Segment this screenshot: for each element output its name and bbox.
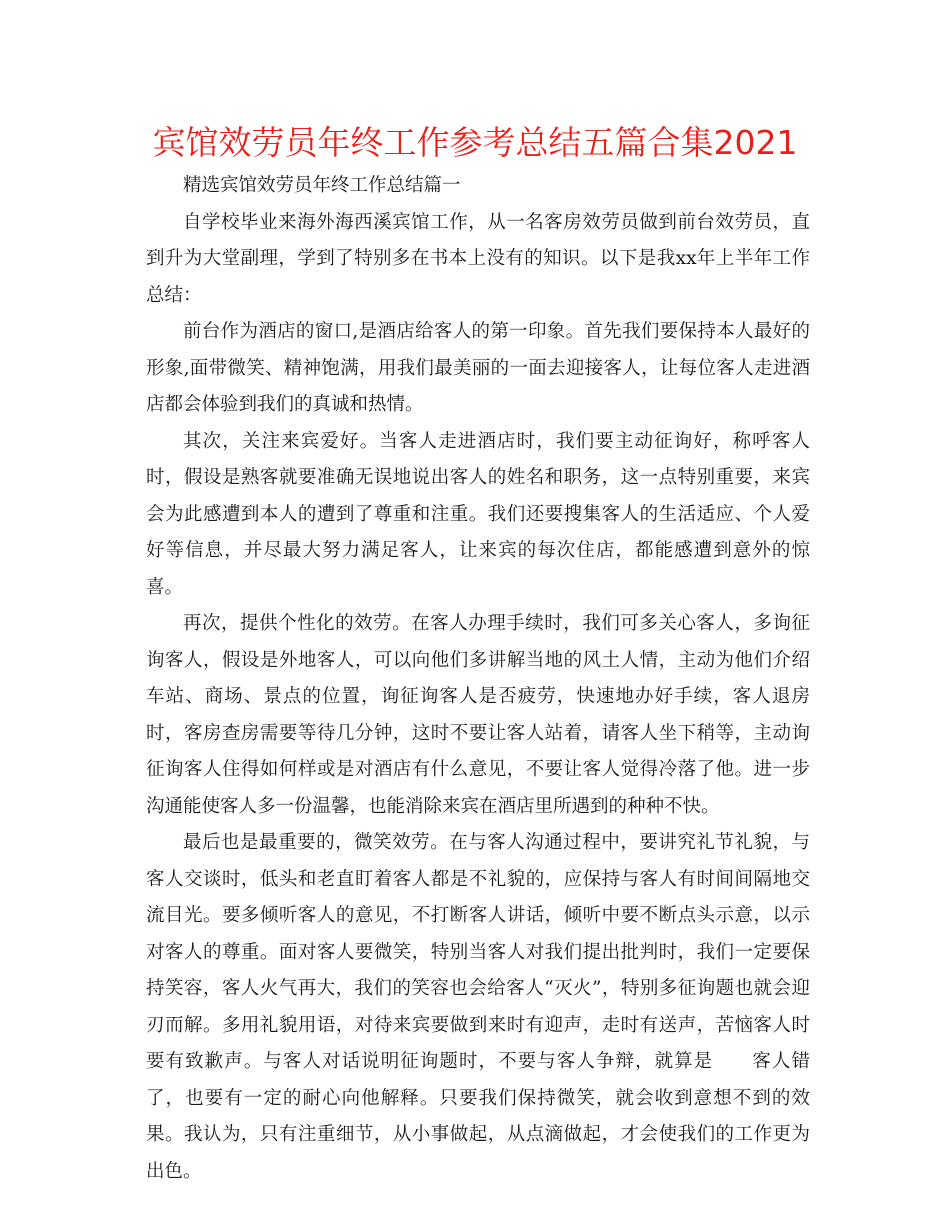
paragraph-second: 其次，关注来宾爱好。当客人走进酒店时，我们要主动征询好，称呼客人时，假设是熟客就要准确无误地说出客人的姓名和职务，这一点特别重要，来宾会为此感遭到本人的遭到了尊重和注重。我们还要搜集客人的生活适应、个人爱好等信息，并尽最大努力满足客人，让来宾的每次住店，都能感遭到意外的惊喜。: [146, 430, 810, 598]
section-heading: 精选宾馆效劳员年终工作总结篇一: [183, 175, 461, 196]
paragraph-last: 最后也是最重要的，微笑效劳。在与客人沟通过程中，要讲究礼节礼貌，与客人交谈时，低头和老直盯着客人都是不礼貌的，应保持与客人有时间间隔地交流目光。要多倾听客人的意见，不打断客人讲话，倾听中要不断点头示意，以示对客人的尊重。面对客人要微笑，特别当客人对我们提出批判时，我们一定要保持笑容，客人火气再大，我们的笑容也会给客人“灭火”，特别多征询题也就会迎刃而解。多用礼貌用语，对待来宾要做到来时有迎声，走时有送声，苦恼客人时要有致歉声。与客人对话说明征询题时，不要与客人争辩，就算是 客人错了，也要有一定的耐心向他解释。只要我们保持微笑，就会收到意想不到的效果。我认为，只有注重细节，从小事做起，从点滴做起，才会使我们的工作更为出色。: [146, 832, 810, 1182]
paragraph-front-desk: 前台作为酒店的窗口,是酒店给客人的第一印象。首先我们要保持本人最好的形象,面带微笑、精神饱满，用我们最美丽的一面去迎接客人，让每位客人走进酒店都会体验到我们的真诚和热情。: [146, 321, 810, 415]
paragraph-third: 再次，提供个性化的效劳。在客人办理手续时，我们可多关心客人，多询征询客人，假设是外地客人，可以向他们多讲解当地的风土人情，主动为他们介绍车站、商场、景点的位置，询征询客人是否疲劳，快速地办好手续，客人退房时，客房查房需要等待几分钟，这时不要让客人站着，请客人坐下稍等，主动询征询客人住得如何样或是对酒店有什么意见，不要让客人觉得冷落了他。进一步沟通能使客人多一份温馨，也能消除来宾在酒店里所遇到的种种不快。: [146, 613, 810, 817]
paragraph-intro: 自学校毕业来海外海西溪宾馆工作，从一名客房效劳员做到前台效劳员，直到升为大堂副理，学到了特别多在书本上没有的知识。以下是我xx年上半年工作总结：: [146, 211, 810, 306]
document-body: [146, 168, 810, 1190]
document-title: 宾馆效劳员年终工作参考总结五篇合集2021: [152, 123, 798, 162]
